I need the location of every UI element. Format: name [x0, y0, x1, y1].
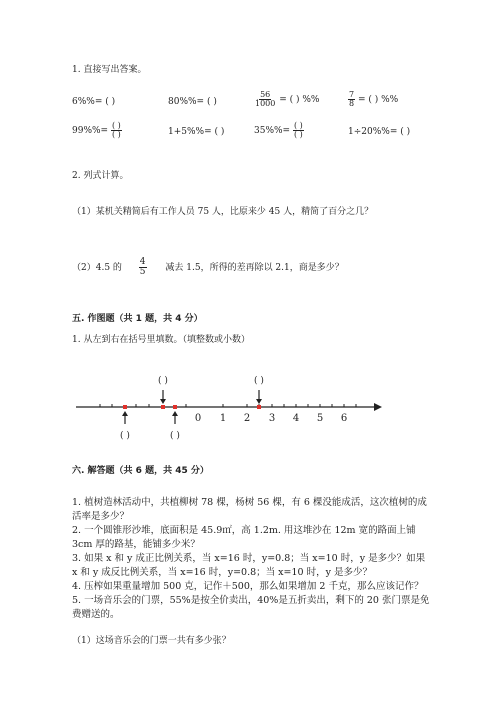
marker-2: [161, 405, 165, 409]
tick-2: 2: [243, 413, 251, 424]
bracket-bottom-2: ( ): [170, 431, 180, 441]
question-2-suffix: 减去 1.5，所得的差再除以 2.1，商是多少？: [165, 263, 344, 273]
bracket-top-2: ( ): [254, 376, 264, 386]
number-line-arrow: [374, 403, 382, 411]
fraction-denominator: 1000: [255, 99, 276, 108]
item-fraction-56-1000: [254, 91, 319, 108]
item-35-percent: [254, 122, 304, 139]
section6-title: 六. 解答题（共 6 题，共 45 分）: [72, 466, 209, 476]
item-6-percent: 6%%= ( ): [72, 97, 116, 107]
marker-3: [173, 405, 177, 409]
tick-5: 5: [316, 413, 324, 424]
up-arrow-head-1: [122, 411, 128, 416]
section6-problem-3: 3. 如果 x 和 y 成正比例关系，当 x=16 时，y=0.8；当 x=10 时，y 是多少？如果 x 和 y 成反比例关系，当 x=16 时，y=0.8；当 x=10 时，y 是多少？: [72, 553, 426, 578]
tick-4: 4: [292, 413, 300, 424]
fraction-numerator: ( ): [111, 121, 121, 130]
tick-1: 1: [219, 413, 227, 424]
up-arrow-head-2: [172, 411, 178, 416]
section2-question-1: （1）某机关精简后有工作人员 75 人，比原来少 45 人，精简了百分之几？: [72, 207, 374, 217]
down-arrows: [163, 390, 259, 401]
marker-4: [257, 405, 261, 409]
item-1-plus-5-percent: 1+5%%= ( ): [168, 127, 225, 137]
fraction-denominator: ( ): [293, 130, 303, 139]
section2-question-2: [72, 258, 344, 277]
bracket-bottom-1: ( ): [120, 431, 130, 441]
tick-0: 0: [194, 413, 202, 424]
section6-problem-2: 2. 一个圆锥形沙堆，底面积是 45.9㎡，高 1.2m. 用这堆沙在 12m 宽的路面上铺 3cm 厚的路基，能铺多少米？: [72, 525, 416, 550]
section1-heading: 1. 直接写出答案。: [72, 65, 147, 75]
fraction-tail: = ( ) %%: [357, 95, 399, 105]
item-1-div-20-percent: 1÷20%%= ( ): [348, 127, 411, 137]
section6-problem-1: 1. 植树造林活动中，共植柳树 78 棵，杨树 56 棵，有 6 棵没能成活，这次植树的成活率是多少？: [72, 497, 427, 522]
tick-3: 3: [268, 413, 276, 424]
section6-problem-4: 4. 压榨如果重量增加 500 克，记作＋500，那么如果增加 2 千克，那么应该记作？: [72, 581, 424, 592]
fraction-numerator: 7: [349, 90, 355, 99]
section5-title: 五. 作图题（共 1 题，共 4 分）: [72, 314, 203, 324]
item-fraction-7-8: [348, 91, 398, 108]
question-2-prefix: （2）4.5 的: [72, 263, 122, 273]
fraction-denominator: 8: [349, 99, 355, 108]
item-80-percent: 80%%= ( ): [168, 97, 217, 107]
section2-heading: 2. 列式计算。: [72, 171, 129, 181]
bracket-top-1: ( ): [158, 376, 168, 386]
number-line: [72, 370, 392, 450]
section6-problem-5-question-1: （1）这场音乐会的门票一共有多少张？: [72, 636, 231, 646]
marker-1: [123, 405, 127, 409]
item-text: 99%%=: [72, 126, 109, 136]
section5-question-1: 1. 从左到右在括号里填数。（填整数或小数）: [72, 335, 250, 345]
fraction-numerator: ( ): [293, 121, 303, 130]
fraction-numerator: 56: [260, 90, 271, 99]
down-arrow-head-1: [160, 399, 166, 404]
section6-problem-5: 5. 一场音乐会的门票，55%是按全价卖出，40%是五折卖出，剩下的 20 张门票是免费赠送的。: [72, 595, 430, 620]
up-arrows: [125, 414, 175, 424]
fraction-denominator: 5: [139, 267, 146, 277]
fraction-numerator: 4: [139, 257, 146, 267]
tick-6: 6: [340, 413, 348, 424]
item-text: 35%%=: [254, 126, 291, 136]
fraction-denominator: ( ): [111, 130, 121, 139]
down-arrow-head-2: [256, 399, 262, 404]
item-99-percent: [72, 122, 122, 139]
fraction-tail: = ( ) %%: [279, 95, 320, 105]
